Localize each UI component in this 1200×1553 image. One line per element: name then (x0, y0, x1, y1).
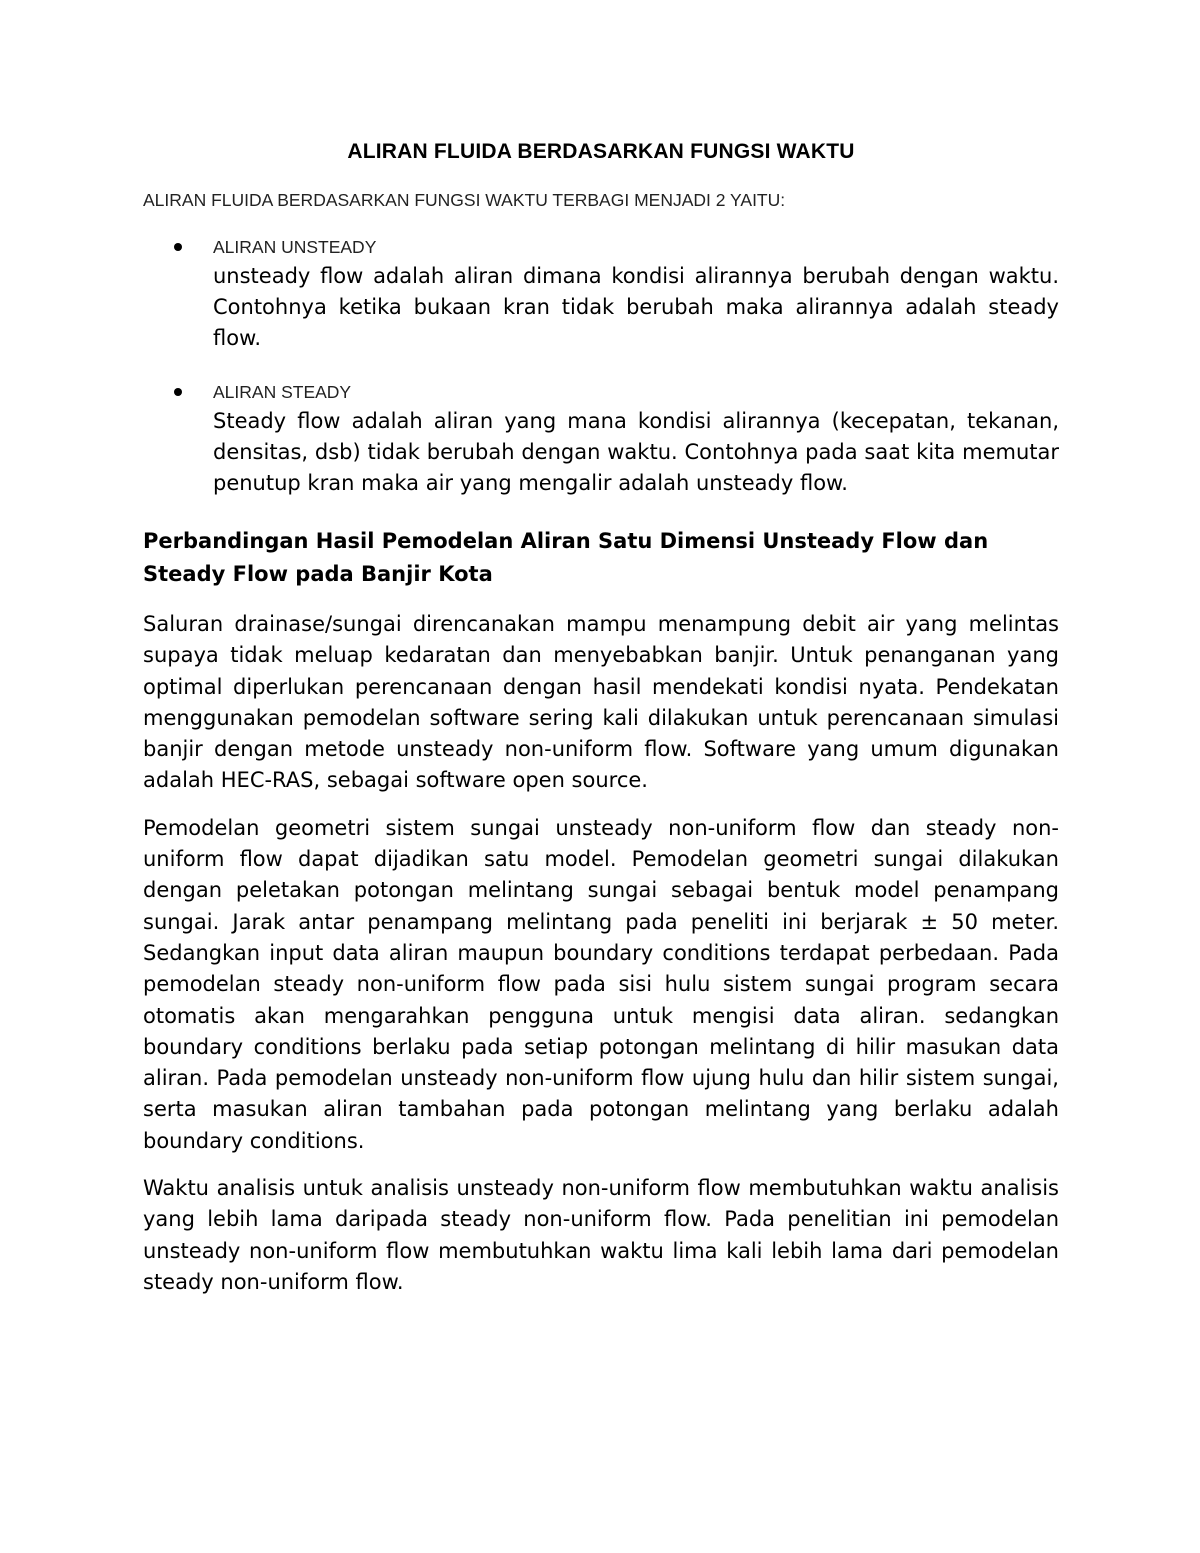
list-item-steady (143, 380, 1059, 499)
document-page (143, 140, 1059, 1314)
bullet-description: unsteady flow adalah aliran dimana kondisi alirannya berubah dengan waktu. Contohnya ketika bukaan kran tidak berubah maka alirannya adalah steady flow. (213, 264, 1059, 350)
list-item-unsteady (143, 235, 1059, 354)
document-title: ALIRAN FLUIDA BERDASARKAN FUNGSI WAKTU (347, 140, 855, 163)
bullet-label: ALIRAN UNSTEADY (213, 237, 377, 257)
paragraph-analysis-time: Waktu analisis untuk analisis unsteady non-uniform flow membutuhkan waktu analisis yang lebih lama daripada steady non-uniform flow. Pada penelitian ini pemodelan unsteady non-uniform flow membutuhkan waktu lima kali lebih lama dari pemodelan steady non-uniform flow. (143, 1176, 1059, 1294)
bullet-description: Steady flow adalah aliran yang mana kondisi alirannya (kecepatan, tekanan, densitas, dsb) tidak berubah dengan waktu. Contohnya pada saat kita memutar penutup kran maka air yang mengalir adalah unsteady flow. (213, 409, 1059, 495)
paragraph-geometry: Pemodelan geometri sistem sungai unsteady non-uniform flow dan steady non-uniform flow dapat dijadikan satu model. Pemodelan geometri sungai dilakukan dengan peletakan potongan melintang sungai sebagai bentuk model penampang sungai. Jarak antar penampang melintang pada peneliti ini berjarak ± 50 meter. Sedangkan input data aliran maupun boundary conditions terdapat perbedaan. Pada pemodelan steady non-uniform flow pada sisi hulu sistem sungai program secara otomatis akan mengarahkan pengguna untuk mengisi data aliran. sedangkan boundary conditions berlaku pada setiap potongan melintang di hilir masukan data aliran. Pada pemodelan unsteady non-uniform flow ujung hulu dan hilir sistem sungai, serta masukan aliran tambahan pada potongan melintang yang berlaku adalah boundary conditions. (143, 815, 1059, 1153)
paragraph-drainage: Saluran drainase/sungai direncanakan mampu menampung debit air yang melintas supaya tidak meluap kedaratan dan menyebabkan banjir. Untuk penanganan yang optimal diperlukan perencanaan dengan hasil mendekati kondisi nyata. Pendekatan menggunakan pemodelan software sering kali dilakukan untuk perencanaan simulasi banjir dengan metode unsteady non-uniform flow. Software yang umum digunakan adalah HEC-RAS, sebagai software open source. (143, 612, 1059, 793)
bullet-icon (174, 388, 182, 396)
bullet-icon (174, 243, 182, 251)
section-heading: Perbandingan Hasil Pemodelan Aliran Satu Dimensi Unsteady Flow dan Steady Flow pada Banjir Kota (143, 529, 989, 586)
flow-type-list (143, 235, 1059, 499)
intro-text: ALIRAN FLUIDA BERDASARKAN FUNGSI WAKTU TERBAGI MENJADI 2 YAITU: (143, 190, 786, 210)
bullet-label: ALIRAN STEADY (213, 382, 352, 402)
